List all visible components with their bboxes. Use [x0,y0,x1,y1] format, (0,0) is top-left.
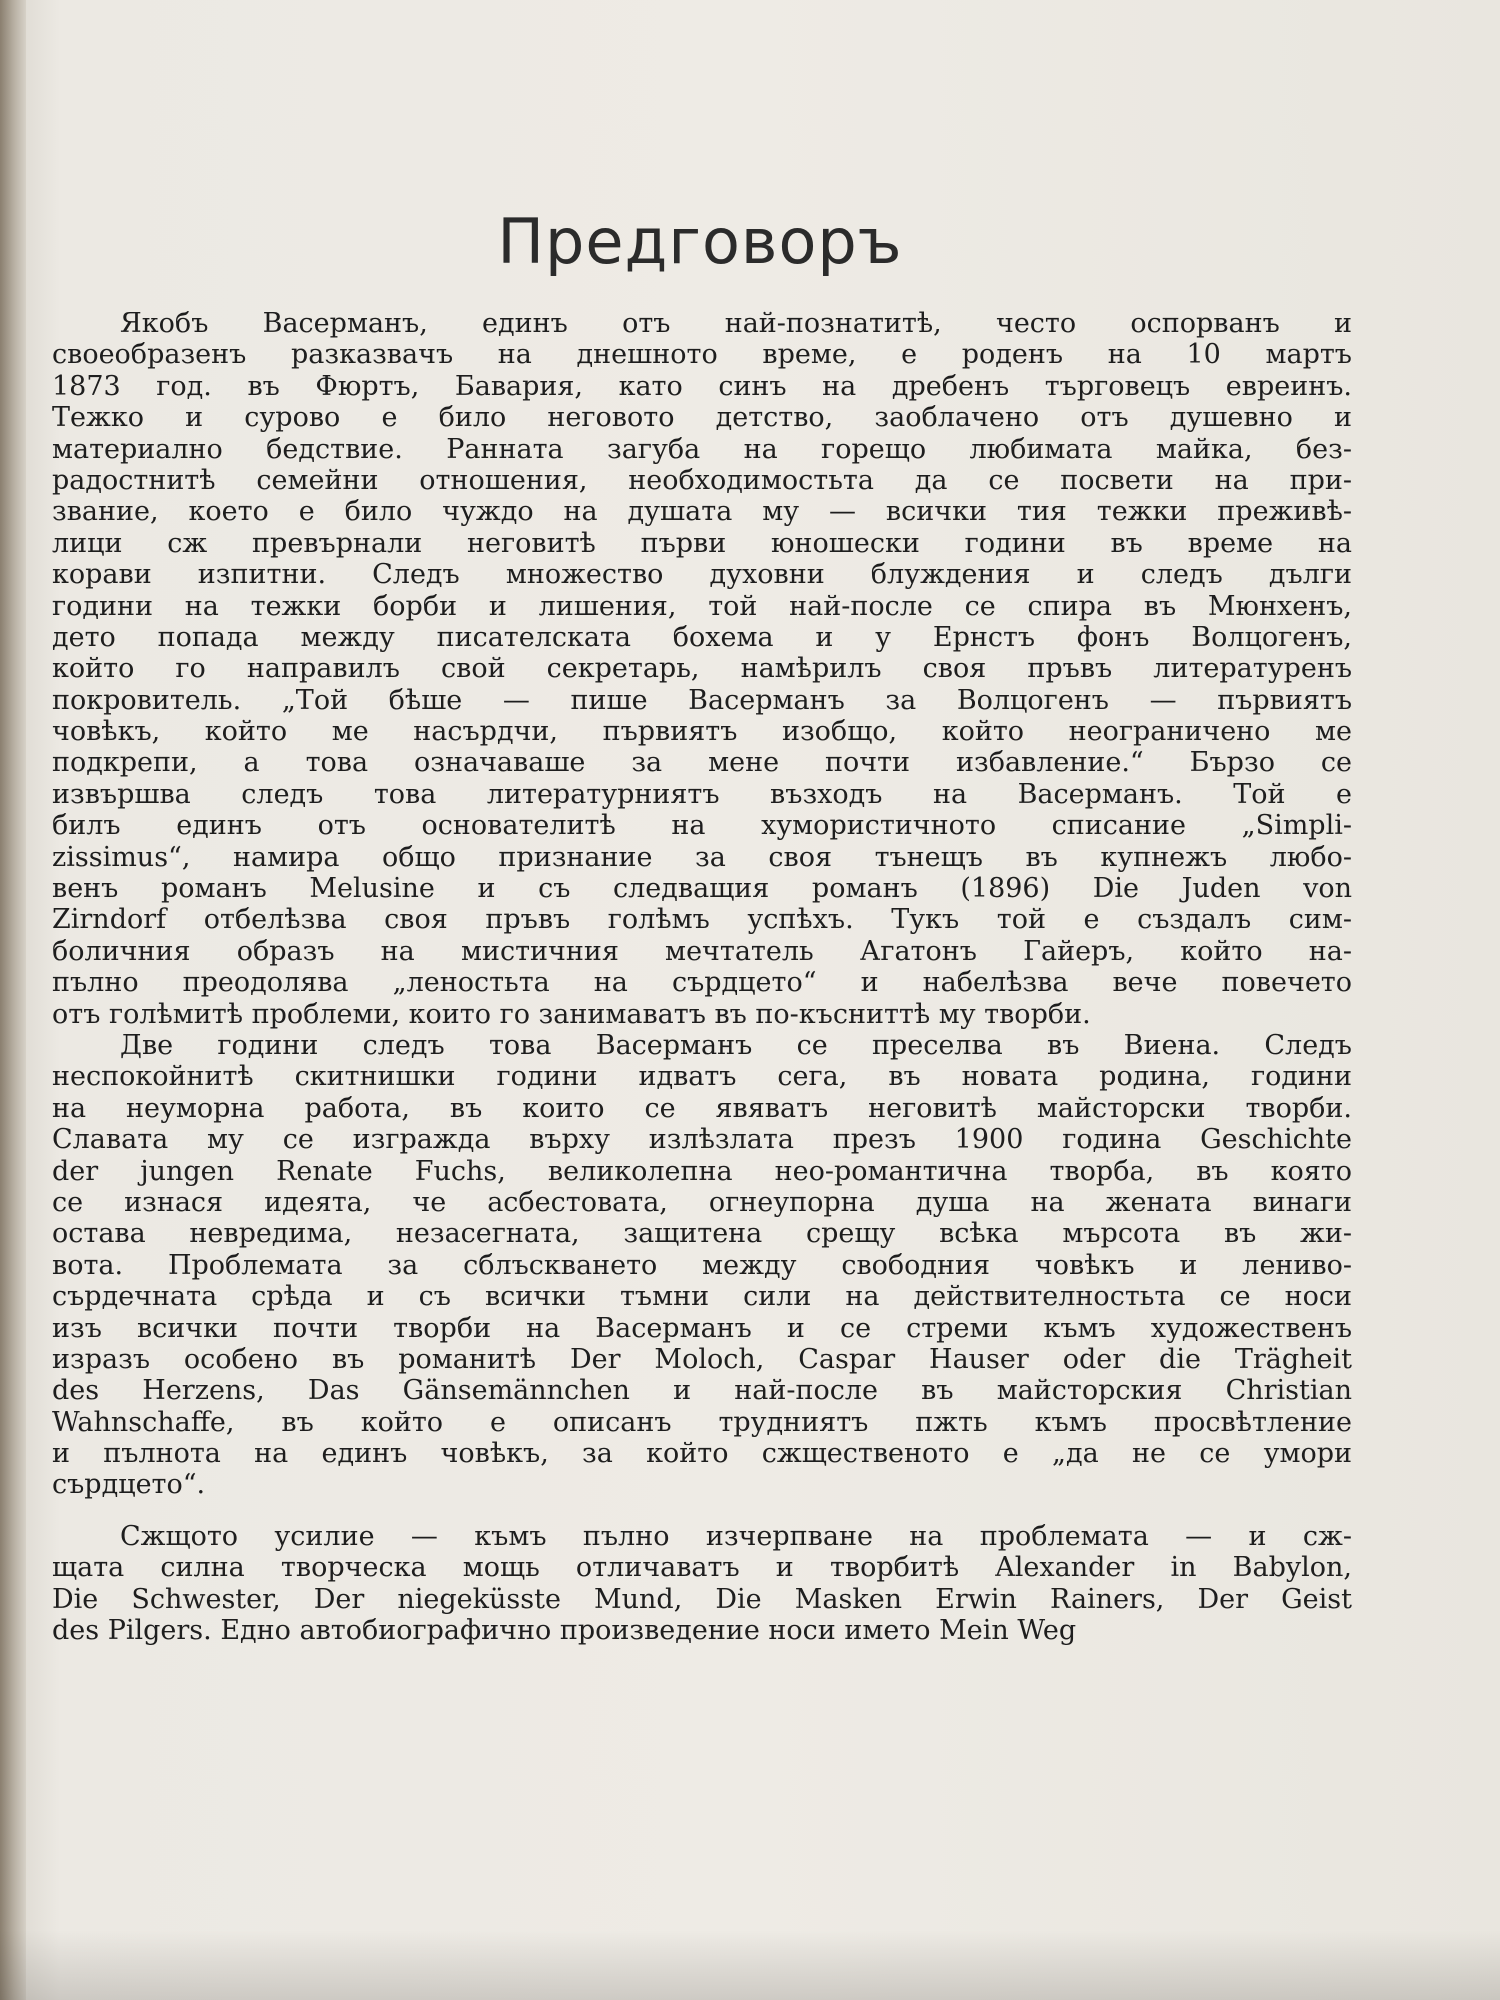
text-line: извършва следъ това литературниятъ възходъ на Васерманъ. Той е [52,778,1352,810]
text-line: сърдечната срѣда и съ всички тъмни сили на действителностьта се носи [52,1281,1352,1313]
paragraph-3 [52,1521,1352,1647]
text-line: 1873 год. въ Фюртъ, Бавария, като синъ на дребенъ търговецъ евреинъ. [52,370,1352,402]
text-line: der jungen Renate Fuchs, великолепна нео-романтична творба, въ която [52,1155,1352,1187]
text-line: на неуморна работа, въ които се явяватъ неговитѣ майсторски творби. [52,1092,1352,1124]
page-title: Предговоръ [497,205,903,278]
text-line: неспокойнитѣ скитнишки години идватъ сега, въ новата родина, години [52,1061,1352,1093]
text-line: материално бедствие. Ранната загуба на горещо любимата майка, без- [52,433,1352,465]
text-line: Две години следъ това Васерманъ се преселва въ Виена. Следъ [120,1029,1352,1061]
text-line: своеобразенъ разказвачъ на днешното време, е роденъ на 10 мартъ [52,339,1352,371]
body-text [52,308,1352,1646]
text-line: Славата му се изгражда върху излѣзлата презъ 1900 година Geschichte [52,1124,1352,1156]
text-line: Тежко и сурово е било неговото детство, заоблачено отъ душевно и [52,402,1352,434]
text-line: се изнася идеята, че асбестовата, огнеупорна душа на жената винаги [52,1186,1352,1218]
text-line: пълно преодолява „леностьта на сърдцето“ и набелѣзва вече повечето [52,967,1352,999]
text-line: подкрепи, а това означаваше за мене почти избавление.“ Бързо се [52,747,1352,779]
text-line: човѣкъ, който ме насърдчи, първиятъ изобщо, който неограничено ме [52,716,1352,748]
text-line: венъ романъ Melusine и съ следващия романъ (1896) Die Juden von [52,873,1352,905]
text-line: остава невредима, незасегната, защитена срещу всѣка мърсота въ жи- [52,1218,1352,1250]
text-line: билъ единъ отъ основателитѣ на хумористичното списание „Simpli- [52,810,1352,842]
text-line: вота. Проблемата за сблъскването между свободния човѣкъ и лениво- [52,1249,1352,1281]
text-line: Wahnschaffe, въ който е описанъ трудниятъ пжть къмъ просвѣтление [52,1406,1352,1438]
text-line: zissimus“, намира общо признание за своя тънещъ въ купнежъ любо- [52,841,1352,873]
book-spine [0,0,26,2000]
text-line: и пълнота на единъ човѣкъ, за който сжщественото е „да не се умори [52,1438,1352,1470]
text-line: покровитель. „Той бѣше — пише Васерманъ за Волцогенъ — първиятъ [52,684,1352,716]
text-line: години на тежки борби и лишения, той най-после се спира въ Мюнхенъ, [52,590,1352,622]
text-line: радостнитѣ семейни отношения, необходимостьта да се посвети на при- [52,464,1352,496]
text-line: отъ голѣмитѣ проблеми, които го занимаватъ въ по-късниттѣ му творби. [52,998,1091,1030]
text-line: Die Schwester, Der niegeküsste Mund, Die Masken Erwin Rainers, Der Geist [52,1583,1352,1615]
text-line: дето попада между писателската бохема и у Ернстъ фонъ Волцогенъ, [52,621,1352,653]
text-line: Якобъ Васерманъ, единъ отъ най-познатитѣ, често оспорванъ и [120,308,1352,339]
text-line: който го направилъ свой секретарь, намѣрилъ своя пръвъ литературенъ [52,653,1352,685]
text-line: щата силна творческа мощь отличаватъ и творбитѣ Alexander in Babylon, [52,1552,1352,1584]
text-line: корави изпитни. Следъ множество духовни блуждения и следъ дълги [52,559,1352,591]
paragraph-2 [52,1030,1352,1501]
text-line: сърдцето“. [52,1469,206,1501]
text-line: Zirndorf отбелѣзва своя пръвъ голѣмъ успѣхъ. Тукъ той е създалъ сим- [52,904,1352,936]
text-line: des Pilgers. Едно автобиографично произведение носи името Mein Weg [52,1615,1077,1647]
text-line: изъ всички почти творби на Васерманъ и се стреми къмъ художественъ [52,1312,1352,1344]
text-line: изразъ особено въ романитѣ Der Moloch, Caspar Hauser oder die Trägheit [52,1343,1352,1375]
text-line: звание, което е било чуждо на душата му — всички тия тежки преживѣ- [52,496,1352,528]
text-line: лици сж превърнали неговитѣ първи юношески години въ време на [52,527,1352,559]
text-line: боличния образъ на мистичния мечтатель Агатонъ Гайеръ, който на- [52,935,1352,967]
text-line: Сжщото усилие — къмъ пълно изчерпване на проблемата — и сж- [120,1520,1352,1552]
paragraph-1 [52,308,1352,1030]
page-shadow [0,1930,1500,2000]
text-line: des Herzens, Das Gänsemännchen и най-после въ майсторския Christian [52,1375,1352,1407]
